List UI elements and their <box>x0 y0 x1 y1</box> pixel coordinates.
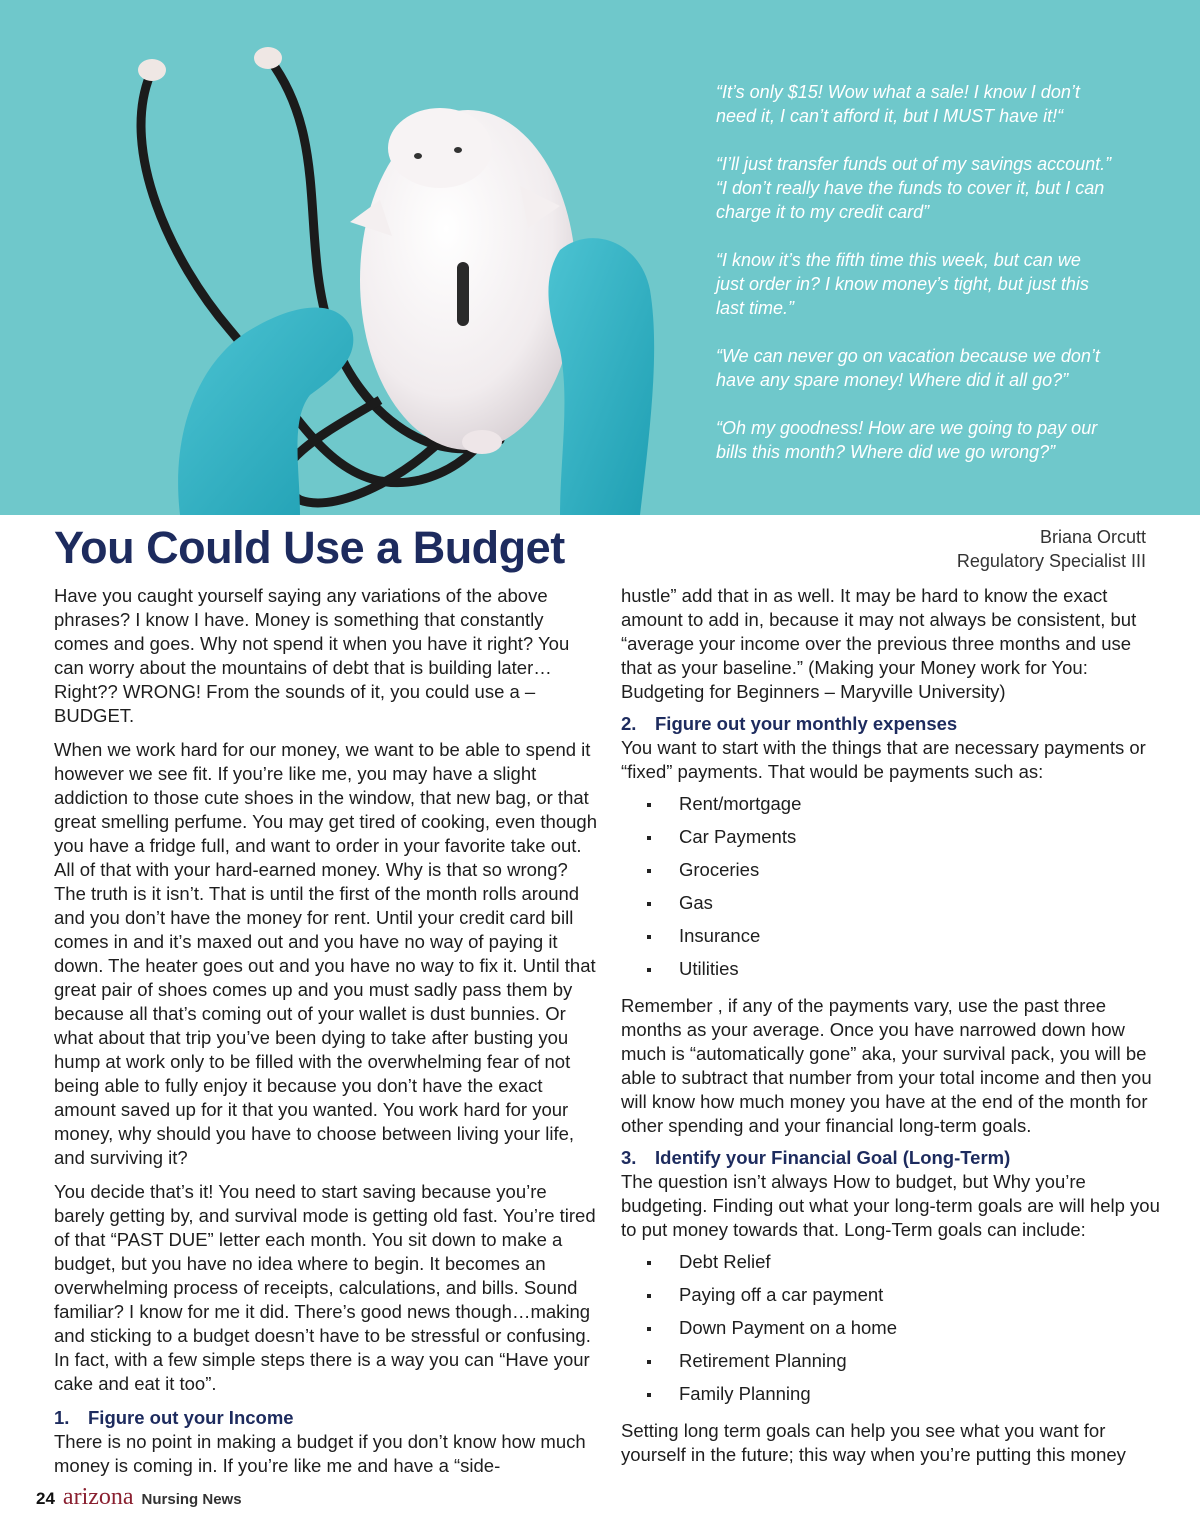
section-number: 2. <box>621 713 637 734</box>
section-title: Figure out your monthly expenses <box>655 713 958 734</box>
list-item: Groceries <box>621 858 1166 891</box>
quote-list <box>716 80 1156 488</box>
page-footer <box>36 1484 242 1511</box>
quote: “I’ll just transfer funds out of my savings account.” “I don’t really have the funds to cover it, but I can charge it to my credit card” <box>716 154 1112 222</box>
paragraph: Setting long term goals can help you see what you want for yourself in the future; this way when you’re putting this money <box>621 1420 1126 1465</box>
section-title: Figure out your Income <box>88 1407 294 1428</box>
list-item: Debt Relief <box>621 1250 1166 1283</box>
paragraph: The question isn’t always How to budget, but Why you’re budgeting. Finding out what your long-term goals are will help you to put money towards that. Long-Term goals can include: <box>621 1171 1160 1240</box>
paragraph: You want to start with the things that are necessary payments or “fixed” payments. That would be payments such as: <box>621 737 1146 782</box>
section-heading-income <box>54 1406 597 1430</box>
quote: “Oh my goodness! How are we going to pay our bills this month? Where did we go wrong?” <box>716 418 1098 462</box>
paragraph: Have you caught yourself saying any variations of the above phrases? I know I have. Money is something that constantly comes and goes. Why not spend it when you have it right? You can worry about the mountains of debt that is building later… Right?? WRONG! From the sounds of it, you could use a – BUDGET. <box>54 585 570 726</box>
paragraph: You decide that’s it! You need to start saving because you’re barely getting by, and survival mode is getting old fast. You’re tired of that “PAST DUE” letter each month. You sit down to make a budget, but you have no idea where to begin. It becomes an overwhelming process of receipts, calculations, and bills. Sound familiar? I know for me it did. There’s good news though…making and sticking to a budget doesn’t have to be stressful or confusing. In fact, with a few simple steps there is a way you can “Have your cake and eat it too”. <box>54 1181 596 1394</box>
section-number: 3. <box>621 1147 637 1168</box>
list-item: Gas <box>621 891 1166 924</box>
publication-name: Nursing News <box>141 1491 242 1508</box>
author-role: Regulatory Specialist III <box>956 551 1146 571</box>
brand-logo: arizona <box>62 1484 134 1510</box>
article-title: You Could Use a Budget <box>54 522 565 573</box>
right-column <box>621 584 1166 1477</box>
list-item: Retirement Planning <box>621 1349 1166 1382</box>
byline <box>957 525 1146 573</box>
section-number: 1. <box>54 1407 70 1428</box>
quote: “I know it’s the fifth time this week, but can we just order in? I know money’s tight, but just this last time.” <box>716 250 1089 318</box>
paragraph: There is no point in making a budget if you don’t know how much money is coming in. If you’re like me and have a “side- <box>54 1431 586 1476</box>
goals-list <box>621 1250 1166 1415</box>
author-name: Briana Orcutt <box>1039 527 1146 547</box>
paragraph: When we work hard for our money, we want to be able to spend it however we see fit. If you’re like me, you may have a slight addiction to those cute shoes in the window, that new bag, or that great smelling perfume. You may get tired of cooking, even though you have a fridge full, and want to order in your favorite take out. All of that with your hard-earned money. Why is that so wrong? The truth is it isn’t. That is until the first of the month rolls around and you don’t have the money for rent. Until your credit card bill comes in and it’s maxed out and you have no way of paying it down. The heater goes out and you have no way to fix it. Until that great pair of shoes comes up and you must sadly pass them by because all that’s coming out of your wallet is dust bunnies. Or what about that trip you’ve been dying to take after busting you hump at work only to be filled with the overwhelming fear of not being able to fully enjoy it because you don’t have the exact amount saved up for it that you wanted. You work hard for your money, why should you have to choose between living your life, and surviving it? <box>54 739 598 1168</box>
list-item: Insurance <box>621 924 1166 957</box>
paragraph: hustle” add that in as well. It may be hard to know the exact amount to add in, because it may not always be consistent, but “average your income over the previous three months and use that as your baseline.” (Making your Money work for You: Budgeting for Beginners – Maryville University) <box>621 585 1137 702</box>
left-column <box>54 584 597 1488</box>
list-item: Car Payments <box>621 825 1166 858</box>
list-item: Family Planning <box>621 1382 1166 1415</box>
expenses-list <box>621 792 1166 990</box>
quote: “We can never go on vacation because we don’t have any spare money! Where did it all go?” <box>716 346 1100 390</box>
list-item: Utilities <box>621 957 1166 990</box>
section-heading-expenses <box>621 712 1166 736</box>
list-item: Down Payment on a home <box>621 1316 1166 1349</box>
list-item: Paying off a car payment <box>621 1283 1166 1316</box>
page-number: 24 <box>36 1489 55 1508</box>
quote: “It’s only $15! Wow what a sale! I know I don’t need it, I can’t afford it, but I MUST have it!“ <box>716 82 1080 126</box>
section-heading-goals <box>621 1146 1166 1170</box>
paragraph: Remember , if any of the payments vary, use the past three months as your average. Once you have narrowed down how much is “automatically gone” aka, your survival pack, you will be able to subtract that number from your total income and then you will know how much money you have at the end of the month for other spending and your financial long-term goals. <box>621 995 1152 1136</box>
section-title: Identify your Financial Goal (Long-Term) <box>655 1147 1011 1168</box>
hero-image <box>0 0 1200 515</box>
list-item: Rent/mortgage <box>621 792 1166 825</box>
